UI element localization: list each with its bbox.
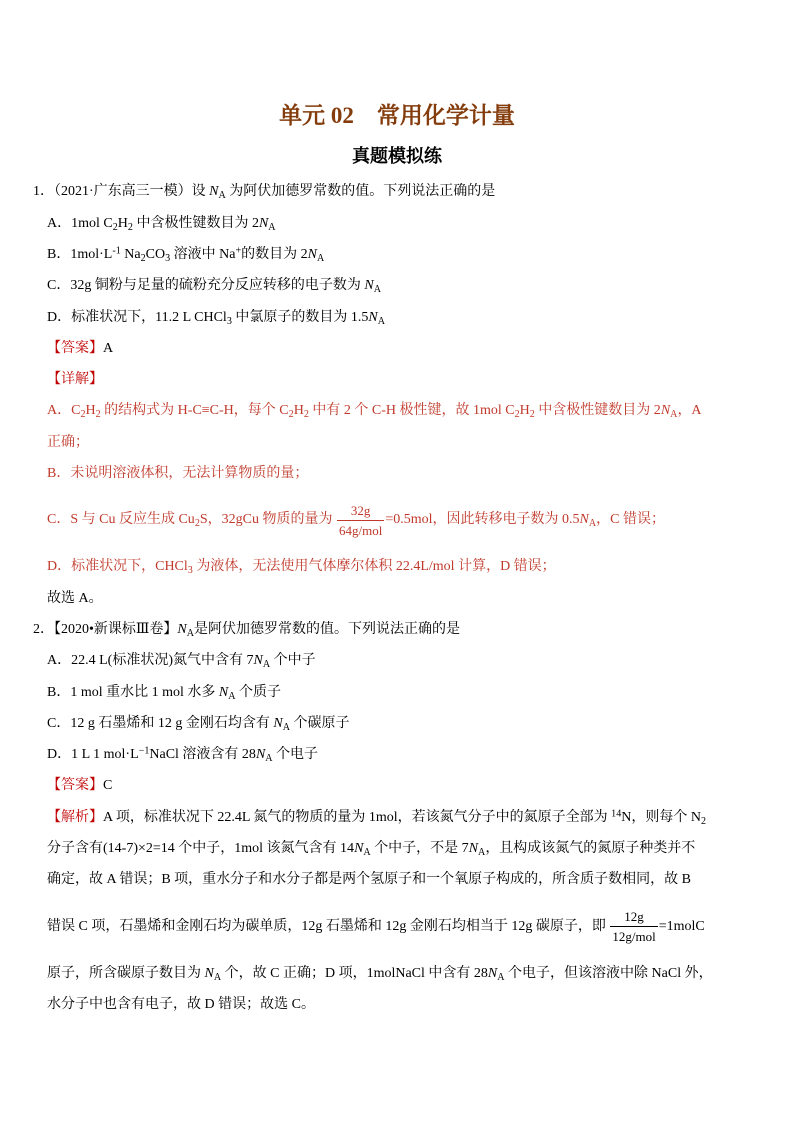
question-1-detail-heading: [47, 364, 747, 395]
subscript: A: [316, 252, 325, 264]
text-run: 2．【2020•新课标Ⅲ卷】: [33, 621, 178, 637]
question-1-stem: [33, 176, 747, 207]
question-2-option-d: [47, 739, 747, 770]
detail-line: [47, 395, 747, 426]
question-2-option-c: [47, 708, 747, 739]
subscript: 2: [112, 221, 118, 233]
subscript: A: [218, 190, 226, 202]
page-title: 单元 02 常用化学计量: [279, 103, 515, 128]
text-run: 1．（2021·广东高三一模）设: [33, 184, 210, 200]
question-2-answer: [47, 770, 747, 801]
text-run: B．未说明溶液体积，无法计算物质的量；: [47, 466, 309, 482]
answer-label: 【答案】: [47, 340, 103, 356]
text-run: D．标准状况下，11.2 L CHCl: [47, 309, 227, 325]
analysis-line: [47, 896, 747, 958]
subscript: A: [363, 847, 371, 858]
text-run: 个，故 C 正确；D 项，1molNaCl 中含有 28: [221, 965, 488, 981]
text-run: D．标准状况下，CHCl: [47, 559, 188, 575]
subscript: 2: [95, 409, 101, 421]
subscript: 2: [80, 409, 86, 421]
superscript: -1: [112, 245, 121, 257]
text-run: A．C: [47, 403, 81, 419]
italic-symbol: N: [468, 840, 479, 856]
subscript: 2: [529, 409, 535, 421]
analysis-line: [47, 989, 747, 1020]
subscript: 2: [514, 409, 520, 421]
text-run: 中氯原子的数目为 1.5: [231, 309, 369, 325]
subscript: 2: [127, 221, 133, 233]
text-run: B．1 mol 重水比 1 mol 水多: [47, 684, 219, 700]
text-run: H: [293, 403, 304, 419]
text-run: C．S 与 Cu 反应生成 Cu: [47, 512, 195, 528]
subscript: 2: [700, 815, 707, 827]
detail-line: [47, 427, 747, 458]
question-2-option-b: [47, 677, 747, 708]
fraction: [337, 501, 384, 540]
superscript: 14: [611, 808, 622, 820]
italic-symbol: N: [255, 747, 266, 763]
analysis-line: [47, 802, 747, 833]
text-run: 的结构式为 H-C≡C-H，每个 C: [100, 403, 289, 419]
italic-symbol: N: [273, 715, 283, 731]
text-run: 个中子: [270, 653, 316, 669]
text-run: =1molC: [658, 918, 705, 934]
superscript: −1: [138, 745, 150, 757]
subscript: A: [670, 409, 678, 421]
subscript: A: [497, 971, 505, 983]
analysis-label: 【解析】: [47, 809, 103, 825]
fraction-numerator: 32g: [350, 502, 371, 518]
subscript: 3: [226, 315, 232, 327]
text-run: C．32g 铜粉与足量的硫粉充分反应转移的电子数为: [47, 278, 365, 294]
text-run: 为阿伏加德罗常数的值。下列说法正确的是: [225, 184, 496, 200]
italic-symbol: N: [364, 278, 374, 294]
text-run: N，则每个 N: [621, 809, 701, 825]
question-1-option-c: [47, 270, 747, 301]
fraction-denominator: 12g/mol: [610, 926, 657, 946]
analysis-line: [47, 864, 747, 895]
text-run: S，32gCu 物质的量为: [199, 512, 336, 528]
subscript: A: [213, 971, 222, 983]
text-run: 为液体，无法使用气体摩尔体积 22.4L/mol 计算，D 错误；: [192, 559, 556, 575]
text-run: 溶液中 Na: [170, 246, 236, 262]
subscript: A: [228, 690, 236, 702]
document-body: [33, 176, 747, 1020]
italic-symbol: N: [660, 403, 671, 419]
page-subtitle: 真题模拟练: [352, 146, 442, 167]
subscript: 2: [303, 409, 309, 421]
text-run: 正确；: [47, 434, 89, 450]
subscript: A: [373, 284, 381, 296]
text-run: 个碳原子: [289, 715, 350, 731]
text-run: 的数目为 2: [241, 246, 308, 262]
text-run: 分子含有(14-7)×2=14 个中子，1mol 该氮气含有 14: [47, 840, 355, 856]
question-1-option-d: [47, 302, 747, 333]
italic-symbol: N: [204, 965, 214, 981]
italic-symbol: N: [209, 184, 219, 200]
text-run: 水分子中也含有电子，故 D 错误；故选 C。: [47, 996, 315, 1012]
text-run: 个中子，不是 7: [370, 840, 469, 856]
italic-symbol: N: [253, 653, 263, 669]
question-2-option-a: [47, 645, 747, 676]
text-run: A 项，标准状况下 22.4L 氮气的物质的量为 1mol，若该氮气分子中的氮原子全部为: [103, 809, 612, 825]
italic-symbol: N: [307, 246, 317, 262]
answer-label: 【答案】: [47, 778, 103, 794]
analysis-text: [103, 810, 706, 825]
text-run: 个电子: [272, 747, 319, 763]
question-2-stem: [33, 614, 747, 645]
text-run: H: [117, 215, 128, 231]
text-run: 是阿伏加德罗常数的值。下列说法正确的是: [194, 621, 461, 637]
text-run: 错误 C 项，石墨烯和金刚石均为碳单质，12g 石墨烯和 12g 金刚石均相当于 12g 碳原子，即: [47, 918, 610, 934]
text-run: =0.5mol，因此转移电子数为 0.5: [385, 512, 580, 528]
italic-symbol: N: [368, 309, 378, 325]
subscript: A: [377, 315, 385, 327]
question-1-conclusion: 故选 A。: [47, 590, 103, 606]
subscript: A: [186, 627, 195, 639]
text-run: C．12 g 石墨烯和 12 g 金刚石均含有: [47, 715, 274, 731]
analysis-line: [47, 833, 747, 864]
answer-value: C: [103, 778, 113, 794]
question-1-option-a: [47, 208, 747, 239]
text-run: H: [519, 403, 530, 419]
italic-symbol: N: [354, 840, 364, 856]
text-run: ，C 错误；: [596, 512, 665, 528]
italic-symbol: N: [218, 684, 229, 700]
detail-line: [47, 458, 747, 489]
text-run: A．22.4 L(标准状况)氮气中含有 7: [47, 653, 254, 669]
subscript: 2: [140, 252, 146, 264]
detail-label: 【详解】: [47, 372, 103, 388]
subscript: A: [282, 721, 290, 733]
subscript: 2: [288, 409, 294, 421]
question-1-answer: [47, 333, 747, 364]
text-run: Na: [120, 246, 141, 262]
text-run: 原子，所含碳原子数目为: [47, 965, 205, 981]
fraction-numerator: 12g: [624, 908, 644, 924]
text-run: CO: [145, 246, 166, 262]
subscript: A: [268, 221, 276, 233]
italic-symbol: N: [177, 621, 187, 637]
text-run: D．1 L 1 mol·L: [47, 747, 139, 763]
detail-line: [47, 551, 747, 582]
text-run: 中含极性键数目为 2: [132, 215, 259, 231]
italic-symbol: N: [487, 965, 498, 981]
text-run: H: [85, 403, 96, 419]
subscript: 3: [187, 565, 193, 577]
superscript: +: [235, 245, 242, 257]
text-run: 个电子，但该溶液中除 NaCl 外，: [504, 965, 713, 981]
subscript: A: [478, 847, 486, 858]
text-run: 中含极性键数目为 2: [534, 403, 661, 419]
question-1-option-b: [47, 239, 747, 270]
text-run: 中有 2 个 C-H 极性键，故 1mol C: [308, 403, 515, 419]
subscript: A: [262, 659, 271, 671]
subscript: A: [265, 753, 273, 765]
fraction-denominator: 64g/mol: [337, 520, 384, 540]
text-run: 确定，故 A 错误；B 项，重水分子和水分子都是两个氢原子和一个氧原子构成的，所含质子数相同，故 B: [47, 872, 692, 888]
analysis-line: [47, 958, 747, 989]
subscript: 2: [194, 518, 200, 530]
text-run: ，且构成该氮气的氮原子种类并不: [485, 840, 696, 856]
answer-value: A: [103, 340, 114, 356]
text-run: A．1mol C: [47, 215, 113, 231]
text-run: B．1mol·L: [47, 246, 113, 262]
text-run: 个质子: [235, 684, 282, 700]
italic-symbol: N: [579, 512, 589, 528]
italic-symbol: N: [258, 215, 269, 231]
subscript: A: [588, 518, 597, 530]
fraction: [610, 907, 657, 946]
text-run: ，A: [677, 403, 702, 419]
detail-line: [47, 489, 747, 551]
text-run: NaCl 溶液含有 28: [149, 747, 256, 763]
subscript: 3: [165, 252, 171, 264]
